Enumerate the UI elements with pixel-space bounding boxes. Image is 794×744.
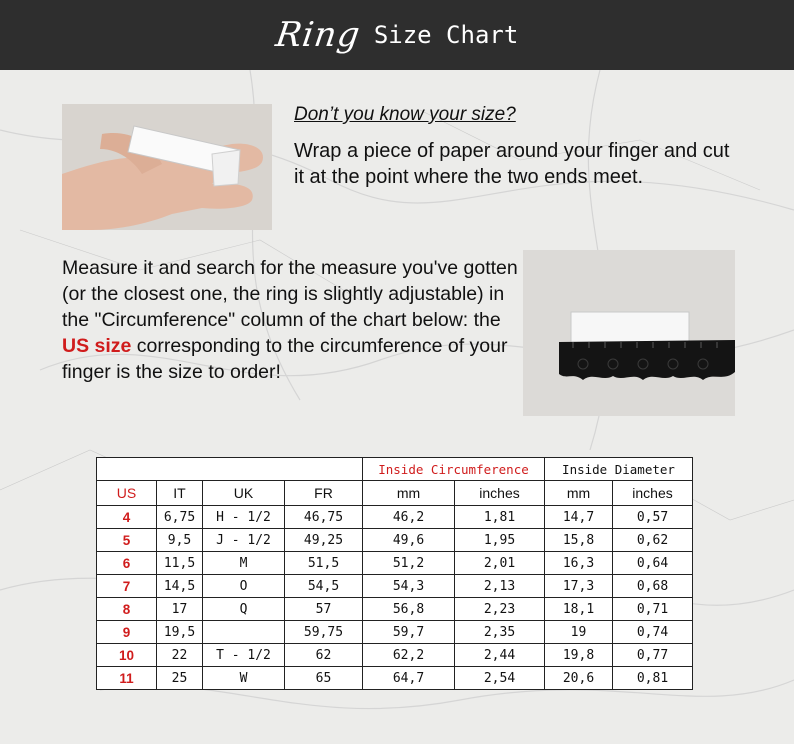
- cell-it: 19,5: [157, 621, 203, 644]
- table-row: [97, 552, 693, 575]
- table-row: [97, 621, 693, 644]
- cell-us: 4: [97, 506, 157, 529]
- cell-us: 11: [97, 667, 157, 690]
- cell-us: 9: [97, 621, 157, 644]
- cell-circ-mm: 59,7: [363, 621, 455, 644]
- question-heading: Don’t you know your size?: [294, 104, 516, 125]
- cell-fr: 65: [285, 667, 363, 690]
- cell-circ-mm: 54,3: [363, 575, 455, 598]
- cell-circ-inches: 2,44: [455, 644, 545, 667]
- cell-uk: H - 1/2: [203, 506, 285, 529]
- measure-instructions: [62, 255, 520, 385]
- cell-fr: 62: [285, 644, 363, 667]
- cell-diam-inches: 0,68: [613, 575, 693, 598]
- cell-circ-mm: 64,7: [363, 667, 455, 690]
- cell-diam-mm: 16,3: [545, 552, 613, 575]
- cell-diam-mm: 17,3: [545, 575, 613, 598]
- cell-fr: 59,75: [285, 621, 363, 644]
- col-us: US: [97, 481, 157, 506]
- measure-text-after: corresponding to the circumference of your finger is the size to order!: [62, 335, 508, 383]
- cell-circ-inches: 2,35: [455, 621, 545, 644]
- cell-us: 8: [97, 598, 157, 621]
- cell-diam-mm: 14,7: [545, 506, 613, 529]
- cell-diam-inches: 0,62: [613, 529, 693, 552]
- cell-it: 25: [157, 667, 203, 690]
- cell-diam-inches: 0,74: [613, 621, 693, 644]
- cell-circ-mm: 46,2: [363, 506, 455, 529]
- cell-uk: Q: [203, 598, 285, 621]
- col-circ-inches: inches: [455, 481, 545, 506]
- cell-fr: 57: [285, 598, 363, 621]
- cell-it: 6,75: [157, 506, 203, 529]
- cell-fr: 54,5: [285, 575, 363, 598]
- cell-circ-mm: 51,2: [363, 552, 455, 575]
- cell-diam-mm: 19,8: [545, 644, 613, 667]
- col-it: IT: [157, 481, 203, 506]
- cell-uk: T - 1/2: [203, 644, 285, 667]
- inside-circumference-header: Inside Circumference: [363, 458, 545, 481]
- cell-fr: 46,75: [285, 506, 363, 529]
- measure-text-before: Measure it and search for the measure you've gotten (or the closest one, the ring is slightly adjustable) in the "Circumference" column of the chart below: the: [62, 257, 518, 331]
- cell-diam-mm: 18,1: [545, 598, 613, 621]
- cell-circ-inches: 2,01: [455, 552, 545, 575]
- cell-circ-inches: 2,23: [455, 598, 545, 621]
- cell-diam-mm: 15,8: [545, 529, 613, 552]
- cell-it: 11,5: [157, 552, 203, 575]
- cell-circ-inches: 1,81: [455, 506, 545, 529]
- cell-us: 10: [97, 644, 157, 667]
- table-group-header-row: [97, 458, 693, 481]
- cell-diam-inches: 0,77: [613, 644, 693, 667]
- cell-circ-inches: 1,95: [455, 529, 545, 552]
- cell-us: 7: [97, 575, 157, 598]
- cell-uk: [203, 621, 285, 644]
- cell-it: 22: [157, 644, 203, 667]
- cell-fr: 51,5: [285, 552, 363, 575]
- header-bar: [0, 0, 794, 70]
- cell-us: 5: [97, 529, 157, 552]
- cell-fr: 49,25: [285, 529, 363, 552]
- cell-diam-inches: 0,81: [613, 667, 693, 690]
- us-size-highlight: US size: [62, 335, 132, 357]
- col-circ-mm: mm: [363, 481, 455, 506]
- col-uk: UK: [203, 481, 285, 506]
- cell-uk: M: [203, 552, 285, 575]
- table-body: [97, 506, 693, 690]
- cell-circ-inches: 2,13: [455, 575, 545, 598]
- table-column-header-row: [97, 481, 693, 506]
- cell-it: 9,5: [157, 529, 203, 552]
- cell-diam-mm: 20,6: [545, 667, 613, 690]
- table-row: [97, 644, 693, 667]
- cell-uk: O: [203, 575, 285, 598]
- cell-diam-mm: 19: [545, 621, 613, 644]
- cell-it: 14,5: [157, 575, 203, 598]
- table-row: [97, 529, 693, 552]
- intro-text: Wrap a piece of paper around your finger and cut it at the point where the two ends meet.: [294, 140, 730, 188]
- cell-diam-inches: 0,64: [613, 552, 693, 575]
- table-row: [97, 506, 693, 529]
- cell-circ-inches: 2,54: [455, 667, 545, 690]
- cell-diam-inches: 0,71: [613, 598, 693, 621]
- inside-diameter-header: Inside Diameter: [545, 458, 693, 481]
- cell-circ-mm: 49,6: [363, 529, 455, 552]
- cell-circ-mm: 56,8: [363, 598, 455, 621]
- ruler-paper-photo: [523, 250, 735, 416]
- blank-group-cell: [97, 458, 363, 481]
- cell-diam-inches: 0,57: [613, 506, 693, 529]
- hand-paper-photo: [62, 104, 272, 230]
- header-title: Size Chart: [373, 21, 519, 49]
- cell-us: 6: [97, 552, 157, 575]
- ring-size-table: [96, 457, 693, 690]
- cell-uk: W: [203, 667, 285, 690]
- cell-uk: J - 1/2: [203, 529, 285, 552]
- header-title-script: Ring: [272, 15, 363, 55]
- table-row: [97, 575, 693, 598]
- col-diam-inches: inches: [613, 481, 693, 506]
- table-row: [97, 667, 693, 690]
- col-fr: FR: [285, 481, 363, 506]
- cell-circ-mm: 62,2: [363, 644, 455, 667]
- table-row: [97, 598, 693, 621]
- col-diam-mm: mm: [545, 481, 613, 506]
- cell-it: 17: [157, 598, 203, 621]
